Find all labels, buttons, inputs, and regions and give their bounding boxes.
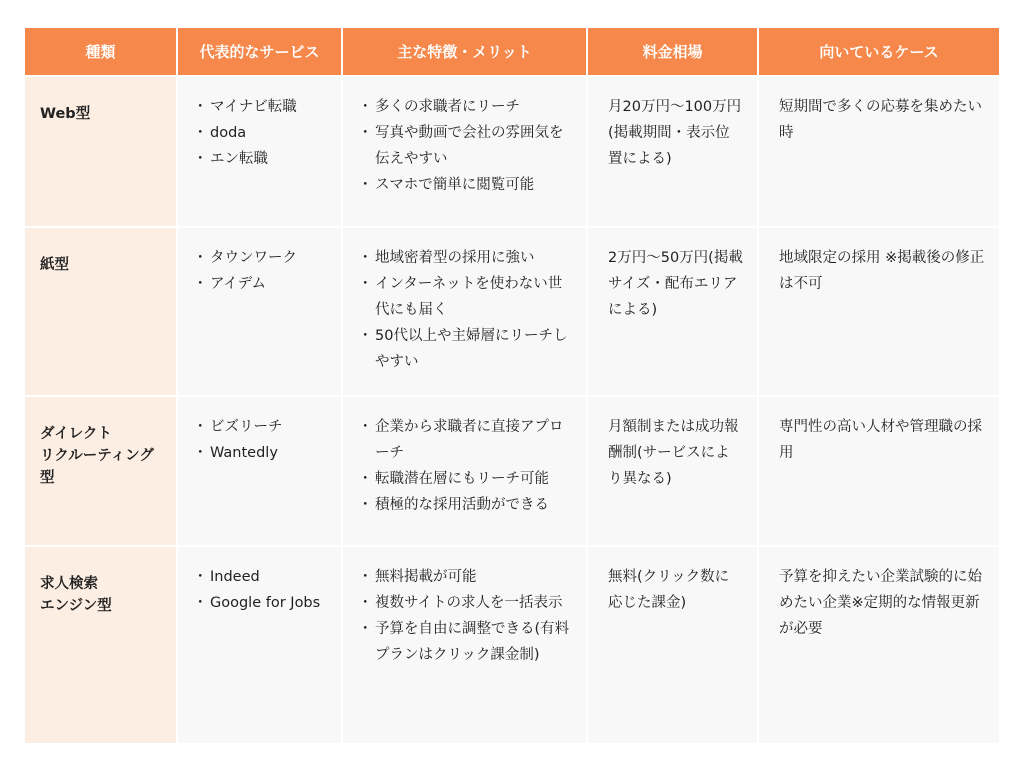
type-label: ダイレクト [40,426,112,442]
price-cell: 月額制または成功報酬制(サービスにより異なる) [588,397,757,545]
feature-item: ・ 50代以上や主婦層にリーチしやすい [361,323,572,375]
feature-item: ・ 地域密着型の採用に強い [361,245,572,271]
feature-item: ・ 予算を自由に調整できる(有料プランはクリック課金制) [361,616,572,668]
comparison-table [23,28,1001,743]
type-label: 型 [40,470,55,486]
header-services: 代表的なサービス [178,28,341,75]
case-cell: 予算を抑えたい企業試験的に始めたい企業※定期的な情報更新が必要 [759,547,999,743]
feature-item: ・ インターネットを使わない世代にも届く [361,271,572,323]
table-row [25,77,999,226]
comparison-table-wrapper [23,28,1001,743]
price-cell: 2万円〜50万円(掲載サイズ・配布エリアによる) [588,228,757,395]
type-label: Web型 [40,106,91,122]
service-item: ・ Wantedly [196,440,327,466]
type-label: リクルーティング [40,448,154,464]
services-list [196,245,327,297]
type-label: 紙型 [40,257,69,273]
header-type: 種類 [25,28,176,75]
type-cell [25,397,176,545]
services-list [196,414,327,466]
feature-item: ・ 無料掲載が可能 [361,564,572,590]
table-header-row [25,28,999,75]
features-list [361,245,572,375]
features-cell [343,77,586,226]
price-cell: 無料(クリック数に応じた課金) [588,547,757,743]
service-item: ・ Google for Jobs [196,590,327,616]
type-label: 求人検索 [40,576,98,592]
services-list [196,94,327,172]
type-cell [25,77,176,226]
features-cell [343,547,586,743]
features-cell [343,228,586,395]
table-row [25,228,999,395]
service-item: ・ タウンワーク [196,245,327,271]
features-list [361,414,572,518]
services-cell [178,228,341,395]
table-row [25,547,999,743]
service-item: ・ マイナビ転職 [196,94,327,120]
service-item: ・ エン転職 [196,146,327,172]
service-item: ・ アイデム [196,271,327,297]
case-cell: 地域限定の採用 ※掲載後の修正は不可 [759,228,999,395]
feature-item: ・ 多くの求職者にリーチ [361,94,572,120]
price-cell: 月20万円〜100万円(掲載期間・表示位置による) [588,77,757,226]
services-cell [178,547,341,743]
feature-item: ・ 転職潜在層にもリーチ可能 [361,466,572,492]
feature-item: ・ 企業から求職者に直接アプローチ [361,414,572,466]
features-cell [343,397,586,545]
feature-item: ・ スマホで簡単に閲覧可能 [361,172,572,198]
service-item: ・ ビズリーチ [196,414,327,440]
type-cell [25,228,176,395]
header-case: 向いているケース [759,28,999,75]
feature-item: ・ 積極的な採用活動ができる [361,492,572,518]
features-list [361,94,572,198]
type-cell [25,547,176,743]
services-cell [178,77,341,226]
header-price: 料金相場 [588,28,757,75]
case-cell: 短期間で多くの応募を集めたい時 [759,77,999,226]
service-item: ・ Indeed [196,564,327,590]
feature-item: ・ 複数サイトの求人を一括表示 [361,590,572,616]
service-item: ・ doda [196,120,327,146]
case-cell: 専門性の高い人材や管理職の採用 [759,397,999,545]
type-label: エンジン型 [40,598,112,614]
header-features: 主な特徴・メリット [343,28,586,75]
services-list [196,564,327,616]
features-list [361,564,572,668]
feature-item: ・ 写真や動画で会社の雰囲気を伝えやすい [361,120,572,172]
table-row [25,397,999,545]
services-cell [178,397,341,545]
